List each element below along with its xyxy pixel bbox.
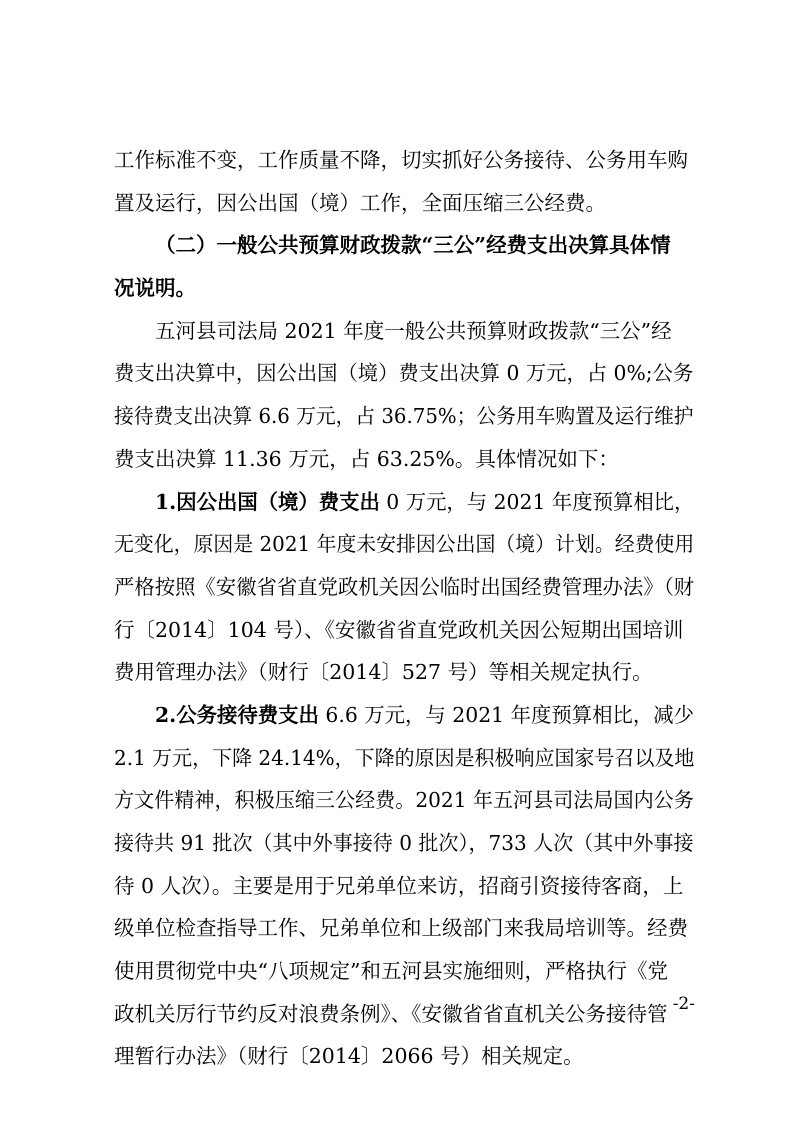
paragraph-line bbox=[114, 569, 695, 606]
line-text: 费支出决算 11.36 万元，占 63.25%。具体情况如下： bbox=[114, 446, 619, 471]
paragraph-line bbox=[114, 654, 694, 691]
paragraph-line bbox=[114, 270, 694, 307]
page-number: -2- bbox=[672, 994, 695, 1014]
line-text: 工作标准不变，工作质量不降，切实抓好公务接待、公务用车购 bbox=[114, 148, 688, 172]
paragraph-line bbox=[114, 825, 694, 862]
paragraph-line bbox=[114, 142, 694, 179]
paragraph-line bbox=[114, 697, 694, 734]
line-text: 行〔2014〕104 号）、《安徽省省直党政机关因公短期出国培训 bbox=[114, 617, 684, 642]
line-text: 0 万元，与 2021 年度预算相比， bbox=[379, 489, 695, 514]
paragraph-line bbox=[114, 996, 694, 1033]
line-text: 费支出决算中，因公出国（境）费支出决算 0 万元，占 0%;公务 bbox=[114, 361, 694, 386]
line-text: 理暂行办法》（财行〔2014〕2066 号）相关规定。 bbox=[114, 1044, 584, 1069]
line-text: 五河县司法局 2021 年度一般公共预算财政拨款“三公”经 bbox=[155, 318, 672, 343]
document-body bbox=[114, 142, 694, 1081]
paragraph-line bbox=[114, 910, 694, 947]
paragraph-line bbox=[114, 953, 694, 990]
line-text: 级单位检查指导工作、兄弟单位和上级部门来我局培训等。经费 bbox=[114, 916, 688, 941]
line-text: 无变化，原因是 2021 年度未安排因公出国（境）计划。经费使用 bbox=[114, 532, 695, 557]
line-text: 置及运行，因公出国（境）工作，全面压缩三公经费。 bbox=[114, 190, 606, 215]
paragraph-line bbox=[114, 484, 695, 521]
line-text: 政机关厉行节约反对浪费条例》、《安徽省省直机关公务接待管 bbox=[114, 1001, 668, 1026]
paragraph-line bbox=[114, 313, 694, 350]
paragraph-line bbox=[114, 612, 694, 649]
paragraph-line bbox=[114, 526, 695, 563]
item-heading: 2.公务接待费支出 bbox=[155, 702, 319, 727]
paragraph-line bbox=[114, 398, 694, 435]
paragraph-line bbox=[114, 355, 694, 392]
line-text: 6.6 万元，与 2021 年度预算相比，减少 bbox=[318, 702, 694, 727]
line-text: 2.1 万元，下降 24.14%，下降的原因是积极响应国家号召以及地 bbox=[114, 745, 695, 770]
paragraph-line bbox=[114, 227, 694, 264]
line-text: （二）一般公共预算财政拨款“三公”经费支出决算具体情 bbox=[155, 233, 671, 258]
paragraph-line bbox=[114, 782, 694, 819]
line-text: 严格按照《安徽省省直党政机关因公临时出国经费管理办法》（财 bbox=[114, 574, 695, 599]
paragraph-line bbox=[114, 441, 694, 478]
paragraph-line bbox=[114, 868, 694, 905]
line-text: 方文件精神，积极压缩三公经费。2021 年五河县司法局国内公务 bbox=[114, 788, 694, 813]
paragraph-line bbox=[114, 740, 695, 777]
paragraph-line bbox=[114, 1038, 694, 1075]
line-text: 使用贯彻党中央“八项规定”和五河县实施细则，严格执行《党 bbox=[114, 959, 668, 984]
line-text: 况说明。 bbox=[114, 276, 196, 301]
paragraph-line bbox=[114, 185, 694, 222]
line-text: 接待费支出决算 6.6 万元，占 36.75%；公务用车购置及运行维护 bbox=[114, 404, 694, 429]
line-text: 费用管理办法》（财行〔2014〕527 号）等相关规定执行。 bbox=[114, 660, 653, 685]
line-text: 待 0 人次）。主要是用于兄弟单位来访，招商引资接待客商，上 bbox=[114, 873, 684, 898]
line-text: 接待共 91 批次（其中外事接待 0 批次），733 人次（其中外事接 bbox=[114, 831, 694, 855]
item-heading: 1.因公出国（境）费支出 bbox=[155, 489, 380, 514]
